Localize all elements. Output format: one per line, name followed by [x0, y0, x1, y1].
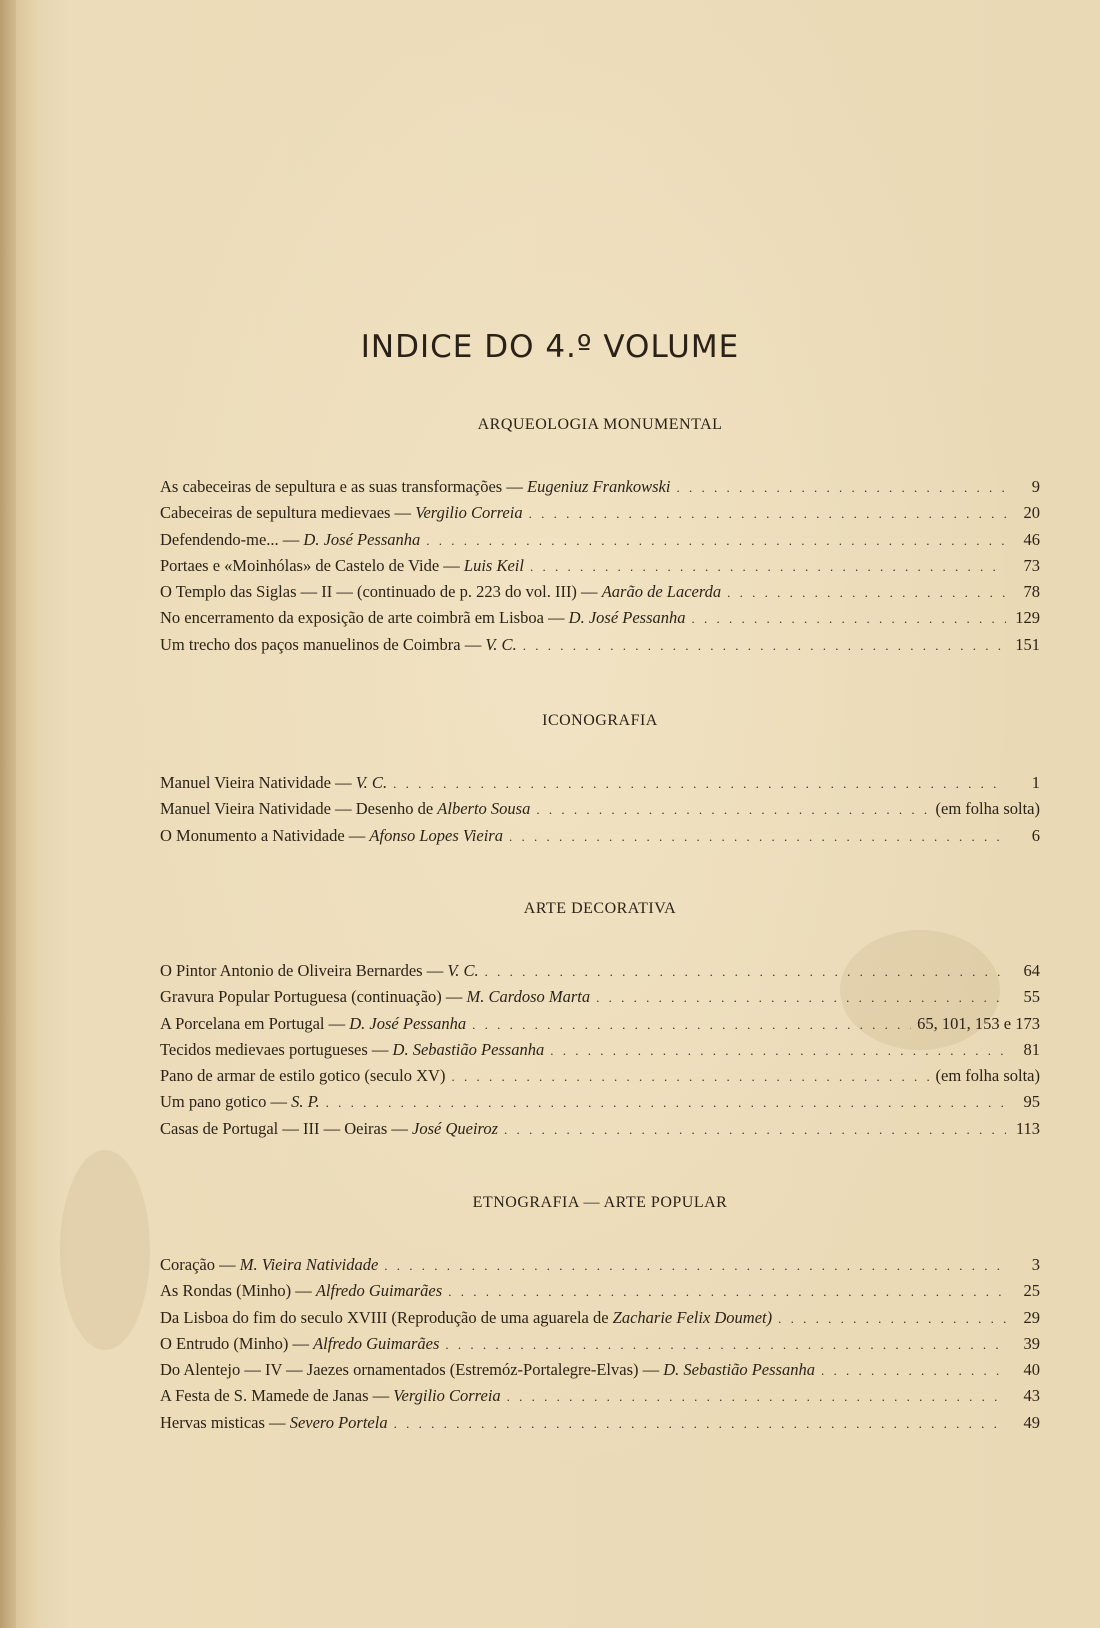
dot-leader [394, 1411, 1006, 1437]
section-iconografia [160, 708, 1040, 849]
page-number: 39 [1023, 1333, 1040, 1353]
entry-author: Vergilio Correia [393, 1386, 501, 1406]
entry-title-text: Hervas misticas — [160, 1412, 290, 1432]
page-number: 49 [1023, 1412, 1040, 1432]
dot-leader [530, 554, 1006, 580]
entry-title-text: O Pintor Antonio de Oliveira Bernardes — [160, 961, 448, 980]
entry-title-text: Defendendo-me... — [160, 529, 304, 549]
paper-stain [60, 1150, 150, 1350]
entry-title-text: A Festa de S. Mamede de Janas — [160, 1386, 394, 1406]
entry-title-text: O Entrudo (Minho) — [160, 1333, 314, 1353]
entry-title [160, 1089, 320, 1115]
toc-entry [160, 1278, 1040, 1304]
entry-list [160, 1252, 1040, 1436]
entry-author: Eugeniuz Frankowski [526, 477, 671, 496]
entry-author: D. José Pessanha [303, 529, 421, 549]
dot-leader [550, 1038, 1006, 1064]
toc-entry [160, 770, 1040, 796]
page-number: 65, 101, 153 e 173 [917, 1013, 1040, 1033]
dot-leader [778, 1306, 1006, 1332]
dot-leader [393, 771, 1006, 797]
entry-title [160, 796, 530, 822]
entry-title-text: Gravura Popular Portuguesa (continuação) — [160, 987, 467, 1007]
dot-leader [821, 1358, 1006, 1384]
page-number: 20 [1023, 503, 1040, 523]
entry-title [160, 1011, 466, 1037]
toc-entry [160, 1305, 1040, 1331]
page-number: 43 [1023, 1386, 1040, 1406]
entry-title [160, 770, 387, 796]
entry-title [160, 1252, 378, 1278]
page-number: 1 [1031, 773, 1040, 792]
entry-title [160, 579, 721, 605]
entry-title [160, 823, 503, 849]
entry-title [160, 1037, 544, 1063]
dot-leader [507, 1384, 1006, 1410]
dot-leader [326, 1090, 1006, 1116]
entry-author: José Queiroz [412, 1118, 499, 1138]
page-number: 78 [1023, 582, 1040, 602]
dot-leader [536, 797, 929, 823]
entry-author: V. C. [447, 961, 479, 980]
dot-leader [451, 1064, 929, 1090]
entry-title-text: A Porcelana em Portugal — [160, 1013, 350, 1033]
toc-entry [160, 1116, 1040, 1142]
section-etnografia [160, 1190, 1040, 1436]
toc-entry [160, 1331, 1040, 1357]
entry-author: Alberto Sousa [437, 799, 531, 819]
toc-entry [160, 1383, 1040, 1409]
toc-entry [160, 1252, 1040, 1278]
dot-leader [596, 985, 1006, 1011]
section-heading: ETNOGRAFIA — ARTE POPULAR [472, 1194, 728, 1211]
dot-leader [504, 1117, 1006, 1143]
page-number: (em folha solta) [935, 799, 1040, 819]
entry-title-text: Casas de Portugal — III — Oeiras — [160, 1118, 413, 1138]
page-number: 64 [1023, 961, 1040, 980]
entry-title-text: O Templo das Siglas — II — (continuado de p. 223 do vol. III) — [160, 582, 602, 602]
page-number: 40 [1023, 1360, 1040, 1380]
entry-author: Aarão de Lacerda [601, 582, 722, 602]
toc-entry [160, 1357, 1040, 1383]
entry-title [160, 474, 670, 500]
page-number: 151 [1015, 634, 1040, 654]
toc-entry [160, 1037, 1040, 1063]
page-number: 95 [1023, 1092, 1040, 1112]
toc-entry [160, 500, 1040, 526]
entry-author: D. Sebastião Pessanha [392, 1039, 545, 1059]
entry-author: Luis Keil [463, 555, 524, 575]
page-number: 113 [1015, 1118, 1040, 1138]
entry-author: D. José Pessanha [568, 608, 686, 628]
entry-author: Alfredo Guimarães [315, 1281, 443, 1301]
dot-leader [676, 475, 1006, 501]
entry-list [160, 770, 1040, 849]
toc-entry [160, 796, 1040, 822]
entry-title [160, 553, 524, 579]
page-number: 29 [1023, 1307, 1040, 1327]
page-number: 9 [1031, 477, 1040, 496]
toc-entry [160, 553, 1040, 579]
dot-leader [485, 959, 1006, 985]
entry-title [160, 1357, 815, 1383]
page-number: 73 [1023, 555, 1040, 575]
page-number: 55 [1023, 987, 1040, 1007]
section-heading: ICONOGRAFIA [542, 712, 658, 729]
entry-title [160, 1305, 772, 1331]
page-number: 25 [1023, 1281, 1040, 1301]
page-number: (em folha solta) [935, 1066, 1040, 1086]
dot-leader [445, 1332, 1006, 1358]
dot-leader [472, 1012, 911, 1038]
entry-title-text: As Rondas (Minho) — [160, 1281, 316, 1301]
toc-entry [160, 1410, 1040, 1436]
dot-leader [509, 824, 1006, 850]
entry-list [160, 474, 1040, 658]
entry-title-text: Cabeceiras de sepultura medievaes — [160, 503, 416, 523]
toc-entry [160, 823, 1040, 849]
toc-entry [160, 605, 1040, 631]
entry-author: S. P. [291, 1092, 320, 1112]
toc-entry [160, 579, 1040, 605]
entry-author: M. Vieira Natividade [239, 1255, 379, 1274]
page-number: 6 [1031, 825, 1040, 845]
section-arqueologia [160, 412, 1040, 658]
dot-leader [529, 501, 1006, 527]
entry-author: Alfredo Guimarães [313, 1333, 440, 1353]
entry-author: Zacharie Felix Doumet) [612, 1307, 773, 1327]
entry-list [160, 958, 1040, 1142]
dot-leader [523, 633, 1006, 659]
dot-leader [448, 1279, 1006, 1305]
page-number: 3 [1031, 1255, 1040, 1274]
dot-leader [384, 1253, 1006, 1279]
entry-title [160, 500, 523, 526]
toc-entry [160, 958, 1040, 984]
page-number: 46 [1023, 529, 1040, 549]
entry-title [160, 527, 420, 553]
entry-title-text: O Monumento a Natividade — [160, 825, 370, 845]
toc-entry [160, 527, 1040, 553]
entry-author: M. Cardoso Marta [466, 987, 591, 1007]
section-arte-decorativa [160, 896, 1040, 1142]
entry-title-text: Pano de armar de estilo gotico (seculo XV) [160, 1066, 446, 1086]
toc-entry [160, 632, 1040, 658]
toc-entry [160, 984, 1040, 1010]
entry-author: Vergilio Correia [415, 503, 523, 523]
page-title: INDICE DO 4.º VOLUME [360, 328, 740, 365]
entry-author: Severo Portela [289, 1412, 388, 1432]
entry-title [160, 958, 479, 984]
entry-title-text: As cabeceiras de sepultura e as suas transformações — [160, 477, 527, 496]
entry-author: Afonso Lopes Vieira [369, 825, 503, 845]
entry-title-text: Do Alentejo — IV — Jaezes ornamentados (Estremóz-Portalegre-Elvas) — [160, 1360, 664, 1380]
entry-title [160, 1063, 445, 1089]
entry-title-text: Da Lisboa do fim do seculo XVIII (Reprodução de uma aguarela de [160, 1307, 613, 1327]
section-heading: ARTE DECORATIVA [523, 900, 677, 917]
entry-title [160, 1383, 501, 1409]
entry-title [160, 1116, 498, 1142]
entry-title-text: No encerramento da exposição de arte coimbrã em Lisboa — [160, 608, 569, 628]
dot-leader [727, 580, 1006, 606]
entry-author: D. Sebastião Pessanha [663, 1360, 815, 1380]
entry-title-text: Portaes e «Moinhólas» de Castelo de Vide — [160, 555, 464, 575]
entry-title [160, 605, 686, 631]
entry-title [160, 1278, 442, 1304]
toc-entry [160, 474, 1040, 500]
entry-title [160, 632, 517, 658]
entry-title-text: Manuel Vieira Natividade — [160, 773, 356, 792]
entry-title-text: Um trecho dos paços manuelinos de Coimbra — [160, 634, 486, 654]
page-number: 129 [1015, 608, 1040, 628]
entry-title-text: Manuel Vieira Natividade — Desenho de [160, 799, 438, 819]
page-edge [0, 0, 16, 1628]
toc-entry [160, 1063, 1040, 1089]
dot-leader [692, 606, 1006, 632]
entry-title-text: Coração — [160, 1255, 240, 1274]
entry-title [160, 984, 590, 1010]
toc-entry [160, 1011, 1040, 1037]
entry-title [160, 1410, 388, 1436]
entry-author: V. C. [355, 773, 388, 792]
entry-title-text: Tecidos medievaes portugueses — [160, 1039, 393, 1059]
entry-author: V. C. [485, 634, 517, 654]
entry-title [160, 1331, 439, 1357]
toc-entry [160, 1089, 1040, 1115]
dot-leader [426, 528, 1006, 554]
entry-title-text: Um pano gotico — [160, 1092, 292, 1112]
section-heading: ARQUEOLOGIA MONUMENTAL [477, 416, 723, 433]
page-number: 81 [1023, 1039, 1040, 1059]
entry-author: D. José Pessanha [349, 1013, 467, 1033]
